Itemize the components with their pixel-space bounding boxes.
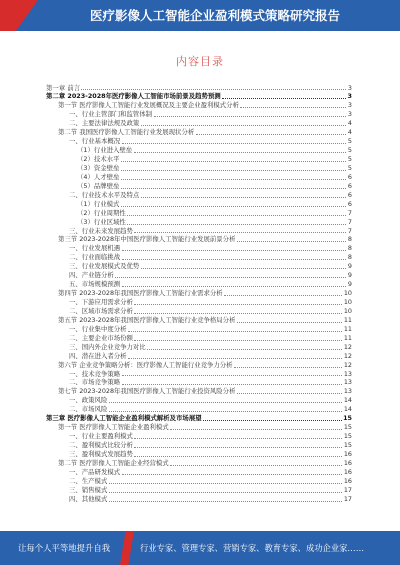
toc-entry-title: 一、行业基本概况 — [69, 137, 121, 146]
footer-banner — [0, 531, 400, 565]
dot-leader — [122, 380, 343, 385]
dot-leader — [154, 112, 347, 117]
toc-entry — [0, 209, 400, 218]
toc-entry-title: 三、行业发展模式及优势 — [69, 262, 140, 271]
dot-leader — [134, 434, 342, 439]
toc-page-number: 5 — [347, 163, 352, 172]
toc-entry — [0, 459, 400, 468]
toc-heading: 内容目录 — [176, 55, 224, 68]
toc-page-number: 13 — [343, 378, 352, 387]
toc-page-number: 6 — [347, 181, 352, 190]
toc-entry — [0, 316, 400, 325]
toc-page-number: 3 — [347, 110, 352, 119]
toc-entry — [0, 486, 400, 495]
toc-entry — [0, 235, 400, 244]
dot-leader — [134, 336, 342, 341]
toc-entry — [0, 468, 400, 477]
toc-entry-title: 三、行业未来发展趋势 — [69, 226, 133, 235]
toc-entry — [0, 244, 400, 253]
dot-leader — [222, 94, 346, 99]
toc-entry — [0, 253, 400, 262]
toc-entry-title: （2）行业周期性 — [77, 208, 126, 217]
dot-leader — [196, 130, 347, 135]
toc-entry — [0, 495, 400, 504]
dot-leader — [170, 461, 342, 466]
toc-page-number: 12 — [343, 342, 352, 351]
toc-page-number: 15 — [343, 414, 352, 423]
toc-entry — [0, 450, 400, 459]
dot-leader — [237, 318, 342, 323]
toc-entry — [0, 92, 400, 101]
toc-entry — [0, 477, 400, 486]
dot-leader — [121, 202, 347, 207]
dot-leader — [141, 264, 347, 269]
toc-page-number: 7 — [347, 217, 352, 226]
toc-entry — [0, 146, 400, 155]
toc-entry-title: 第二节 我国医疗影像人工智能行业发展现状分析 — [58, 128, 195, 137]
dot-leader — [128, 354, 342, 359]
toc-entry-title: （1）行业模式 — [77, 199, 120, 208]
toc-entry — [0, 441, 400, 450]
dot-leader — [170, 425, 342, 430]
toc-entry-title: 三、盈利模式发展趋势 — [69, 449, 133, 458]
toc-entry-title: 五、市场规模预测 — [69, 280, 121, 289]
toc-entry-title: 第二节 医疗影像人工智能企业经营模式 — [58, 458, 169, 467]
dot-leader — [134, 443, 342, 448]
toc-entry-title: 四、其他模式 — [69, 494, 108, 503]
toc-entry-title: （3）资金壁垒 — [77, 163, 120, 172]
dot-leader — [121, 166, 347, 171]
dot-leader — [237, 389, 342, 394]
toc-page-number: 15 — [343, 432, 352, 441]
dot-leader — [109, 479, 343, 484]
toc-page-number: 3 — [347, 83, 352, 92]
toc-entry-title: （1）行业进入壁垒 — [77, 146, 133, 155]
toc-entry — [0, 343, 400, 352]
toc-entry-title: （3）行业区域性 — [77, 217, 126, 226]
toc-entry-title: 二、区域市场需求分析 — [69, 306, 133, 315]
toc-entry — [0, 137, 400, 146]
toc-page-number: 14 — [343, 396, 352, 405]
toc-page-number: 6 — [347, 190, 352, 199]
toc-entry-title: 二、市场竞争策略 — [69, 378, 121, 387]
dot-leader — [115, 273, 346, 278]
toc-page-number: 5 — [347, 146, 352, 155]
toc-entry — [0, 200, 400, 209]
toc-entry-title: 三、国内外企业竞争力对比 — [69, 342, 146, 351]
dot-leader — [109, 497, 343, 502]
dot-leader — [109, 488, 343, 493]
dot-leader — [122, 282, 347, 287]
toc-page-number: 15 — [343, 423, 352, 432]
toc-entry-title: （5）品牌壁垒 — [77, 181, 120, 190]
toc-entry-title: 第六节 企业竞争策略分析：医疗影像人工智能行业竞争力分析 — [58, 360, 233, 369]
dot-leader — [122, 470, 343, 475]
toc-page-number: 5 — [347, 137, 352, 146]
toc-page-number: 10 — [343, 289, 352, 298]
toc-page-number: 8 — [347, 253, 352, 262]
dot-leader — [121, 157, 347, 162]
toc-page-number: 12 — [343, 360, 352, 369]
dot-leader — [122, 255, 347, 260]
toc-entry — [0, 352, 400, 361]
dot-leader — [237, 237, 346, 242]
toc-entry — [0, 298, 400, 307]
toc-entry-title: 一、行业主管部门和监管体制 — [69, 110, 153, 119]
dot-leader — [134, 148, 347, 153]
toc-page-number: 8 — [347, 235, 352, 244]
toc-entry-title: 第四节 2023-2028年我国医疗影像人工智能行业需求分析 — [58, 289, 223, 298]
footer-accent — [120, 531, 134, 565]
toc-entry — [0, 334, 400, 343]
dot-leader — [141, 121, 347, 126]
toc-page-number: 17 — [343, 494, 352, 503]
toc-entry — [0, 173, 400, 182]
dot-leader — [121, 175, 347, 180]
toc-entry — [0, 280, 400, 289]
toc-entry-title: 一、产品研发模式 — [69, 467, 121, 476]
toc-page-number: 11 — [343, 333, 352, 342]
toc-page-number: 8 — [347, 244, 352, 253]
dot-leader — [203, 416, 341, 421]
dot-leader — [127, 211, 346, 216]
toc-entry — [0, 128, 400, 137]
toc-page-number: 7 — [347, 226, 352, 235]
toc-entry — [0, 378, 400, 387]
dot-leader — [240, 103, 346, 108]
toc-entry-title: 三、销售模式 — [69, 485, 108, 494]
toc-entry-title: 二、行业技术水平及特点 — [69, 190, 140, 199]
toc-page-number: 15 — [343, 441, 352, 449]
corner-accent — [0, 0, 38, 31]
toc-entry-title: 四、潜在进入者分析 — [69, 351, 127, 360]
toc-page-number: 6 — [347, 172, 352, 181]
toc-page-number: 10 — [343, 298, 352, 306]
toc-page-number: 11 — [343, 315, 352, 324]
toc-entry-title: 第二章 2023-2028年医疗影像人工智能市场前景及趋势预测 — [46, 92, 221, 101]
toc-entry — [0, 361, 400, 370]
toc-entry-title: 一、下游应用需求分析 — [69, 298, 133, 306]
footer-slogan: 让每个人平等地提升自我 — [18, 543, 111, 553]
toc-entry-title: 四、产业链分析 — [69, 271, 114, 280]
toc-entry-title: 一、行业集中度分析 — [69, 324, 127, 333]
toc-entry-title: 二、盈利模式比较分析 — [69, 441, 133, 449]
dot-leader — [81, 85, 346, 90]
footer-tagline: 行业专家、管理专家、营销专家、教育专家、成功企业家…… — [140, 543, 365, 553]
dot-leader — [121, 184, 347, 189]
toc-entry — [0, 325, 400, 334]
toc-entry-title: 一、行业发展机遇 — [69, 244, 121, 253]
toc-entry-title: （4）人才壁垒 — [77, 172, 120, 181]
toc-entry — [0, 164, 400, 173]
toc-page-number: 14 — [343, 405, 352, 414]
toc-entry-title: 一、行业主要盈利模式 — [69, 432, 133, 441]
toc-entry-title: （2）技术水平 — [77, 155, 120, 163]
toc-entry-title: 第一章 前言 — [46, 83, 80, 92]
toc-entry — [0, 271, 400, 280]
toc-page-number: 4 — [347, 119, 352, 128]
toc-entry — [0, 423, 400, 432]
toc-entry — [0, 191, 400, 200]
dot-leader — [147, 345, 342, 350]
toc-entry — [0, 101, 400, 110]
toc-entry — [0, 227, 400, 236]
toc-entry — [0, 396, 400, 405]
dot-leader — [127, 220, 346, 225]
toc-page-number: 16 — [343, 467, 352, 476]
toc-page-number: 6 — [347, 199, 352, 208]
dot-leader — [122, 139, 347, 144]
toc-entry — [0, 182, 400, 191]
toc-page-number: 12 — [343, 351, 352, 360]
dot-leader — [224, 291, 342, 296]
toc-entry — [0, 405, 400, 414]
toc-page-number: 11 — [343, 324, 352, 333]
dot-leader — [109, 407, 343, 412]
toc-page-number: 3 — [347, 92, 352, 101]
toc-page-number: 9 — [347, 262, 352, 271]
toc-entry — [0, 432, 400, 441]
dot-leader — [141, 193, 347, 198]
toc-page-number: 3 — [347, 101, 352, 110]
toc-entry-title: 第一节 医疗影像人工智能行业发展概况及主要企业盈利模式分析 — [58, 101, 239, 110]
toc-page-number: 5 — [347, 155, 352, 163]
dot-leader — [134, 300, 342, 305]
toc-page-number: 13 — [343, 369, 352, 378]
toc-entry-title: 二、市场风险 — [69, 405, 108, 414]
toc-entry-title: 一、政策风险 — [69, 396, 108, 405]
toc-entry — [0, 414, 400, 423]
toc-entry-title: 第五节 2023-2028年我国医疗影像人工智能行业竞争格局分析 — [58, 315, 236, 324]
toc-entry-title: 二、生产模式 — [69, 476, 108, 485]
toc-entry-title: 第七节 2023-2028年我国医疗影像人工智能行业投资风险分析 — [58, 387, 236, 396]
dot-leader — [122, 246, 347, 251]
header-banner — [0, 0, 400, 31]
table-of-contents — [0, 84, 400, 504]
toc-entry — [0, 289, 400, 298]
toc-entry — [0, 119, 400, 128]
dot-leader — [128, 327, 342, 332]
toc-entry — [0, 262, 400, 271]
toc-page-number: 16 — [343, 458, 352, 467]
dot-leader — [109, 398, 343, 403]
toc-page-number: 10 — [343, 306, 352, 315]
toc-entry-title: 二、主要企业市场份额 — [69, 333, 133, 342]
toc-entry-title: 第一节 医疗影像人工智能企业盈利模式 — [58, 423, 169, 432]
toc-entry-title: 二、行业面临挑战 — [69, 253, 121, 262]
toc-page-number: 16 — [343, 449, 352, 458]
toc-page-number: 4 — [347, 128, 352, 137]
toc-page-number: 9 — [347, 280, 352, 289]
report-title: 医疗影像人工智能企业盈利模式策略研究报告 — [89, 8, 340, 23]
dot-leader — [134, 309, 342, 314]
toc-entry — [0, 387, 400, 396]
toc-page-number: 16 — [343, 476, 352, 485]
toc-entry-title: 二、主要法律法规及政策 — [69, 119, 140, 128]
toc-page-number: 7 — [347, 208, 352, 217]
toc-entry-title: 一、技术竞争策略 — [69, 369, 121, 378]
dot-leader — [234, 363, 342, 368]
toc-page-number: 9 — [347, 271, 352, 280]
toc-entry-title: 第三章 医疗影像人工智能企业盈利模式解析及市场展望 — [46, 414, 202, 423]
toc-page-number: 13 — [343, 387, 352, 396]
toc-entry — [0, 110, 400, 119]
toc-entry — [0, 84, 400, 93]
toc-page-number: 17 — [343, 485, 352, 494]
dot-leader — [134, 452, 342, 457]
dot-leader — [122, 371, 343, 376]
toc-entry — [0, 155, 400, 164]
dot-leader — [134, 228, 346, 233]
toc-entry — [0, 307, 400, 316]
toc-entry-title: 第三节 2023-2028年中国医疗影像人工智能行业发展前景分析 — [58, 235, 236, 244]
toc-entry — [0, 218, 400, 227]
toc-entry — [0, 370, 400, 379]
